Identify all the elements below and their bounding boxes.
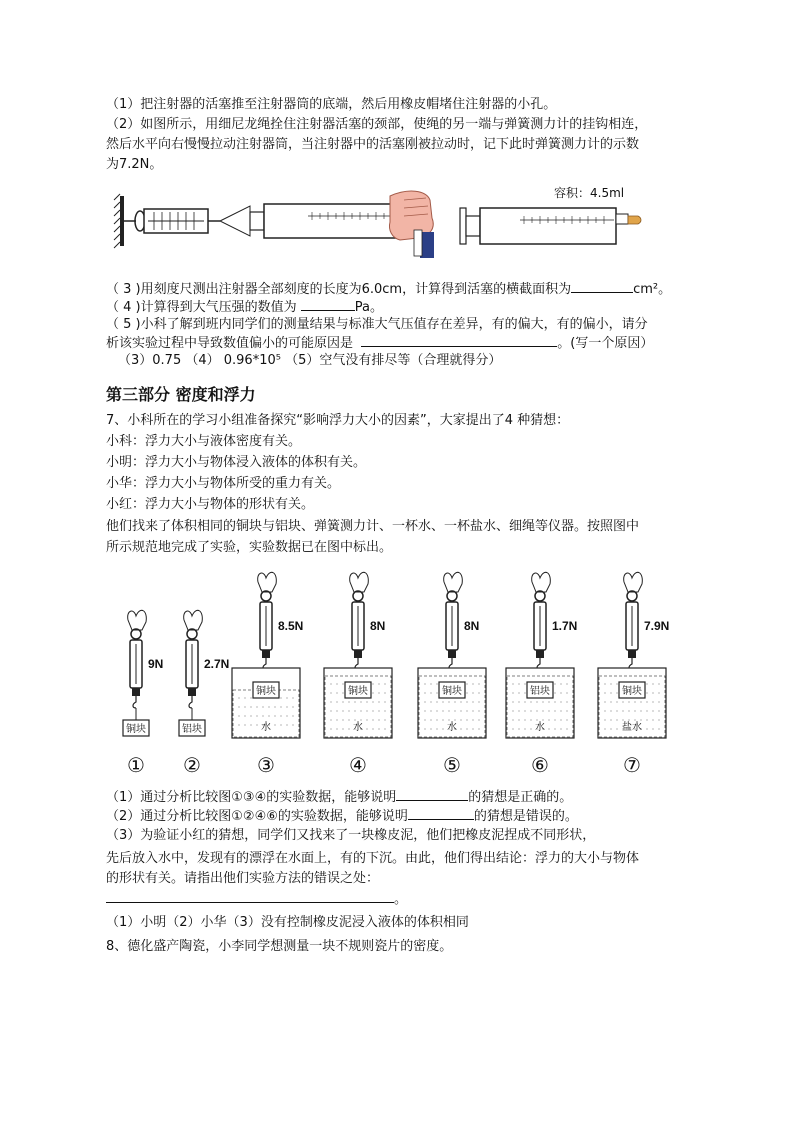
block-label: 铜块 <box>256 686 276 697</box>
q8-text: 8、德化盛产陶瓷，小李同学想测量一块不规则瓷片的密度。 <box>106 939 453 954</box>
figure-number-label: ④ <box>349 753 367 777</box>
liquid-label: 盐水 <box>622 722 642 733</box>
experiment-panel-4 <box>324 572 392 777</box>
scale-reading-label: 8N <box>464 619 480 633</box>
part3-answer: （1）小明（2）小华（3）没有控制橡皮泥浸入液体的体积相同 <box>106 915 469 930</box>
liquid-label: 水 <box>535 722 545 733</box>
q7-desc-line1: 他们找来了体积相同的铜块与铝块、弹簧测力计、一杯水、一杯盐水、细绳等仪器。按照图中 <box>106 519 640 534</box>
block-label: 铜块 <box>622 686 642 697</box>
part2-answer: （3）0.75 （4） 0.96*10⁵ （5）空气没有排尽等（合理就得分） <box>118 353 502 368</box>
step3-prefix: （ 3 )用刻度尺测出注射器全部刻度的长度为6.0cm，计算得到活塞的横截面积为 <box>106 282 572 297</box>
liquid-label: 水 <box>261 722 271 733</box>
scale-reading-label: 7.9N <box>644 619 670 633</box>
step1-text: （1）把注射器的活塞推至注射器筒的底端，然后用橡皮帽堵住注射器的小孔。 <box>106 97 557 112</box>
scale-reading-label: 8.5N <box>278 619 304 633</box>
syringe-volume-label: 容积：4.5ml <box>554 186 625 200</box>
step4-unit: Pa。 <box>354 300 383 315</box>
q7-part1-blank[interactable] <box>396 788 468 801</box>
scale-hook-icon <box>189 696 192 708</box>
step2-line3: 为7.2N。 <box>106 157 163 172</box>
step3-blank[interactable] <box>571 280 633 293</box>
hand-icon <box>184 610 203 630</box>
q7-intro: 7、小科所在的学习小组准备探究“影响浮力大小的因素”，大家提出了4 种猜想： <box>106 413 570 428</box>
scale-hook-icon <box>133 696 136 708</box>
hand-icon <box>128 610 147 630</box>
step4-prefix: （ 4 )计算得到大气压强的数值为 <box>106 300 297 315</box>
step2-line2: 然后水平向右慢慢拉动注射器筒，当注射器中的活塞刚被拉动时，记下此时弹簧测力计的示数 <box>106 137 640 152</box>
guess-xiaohua: 小华：浮力大小与物体所受的重力有关。 <box>106 476 341 491</box>
figure-number-label: ② <box>183 753 201 777</box>
experiment-panel-3 <box>232 572 303 777</box>
figure-number-label: ① <box>127 753 145 777</box>
hand-icon <box>350 572 369 592</box>
block-label: 铜块 <box>126 724 146 735</box>
scale-hook-base <box>262 650 270 658</box>
block-label: 铜块 <box>348 686 368 697</box>
experiment-panel-6 <box>506 572 577 777</box>
hand-icon <box>624 572 643 592</box>
hand-icon <box>258 572 277 592</box>
hand-icon <box>444 572 463 592</box>
scale-reading-label: 9N <box>148 657 164 671</box>
q7-part3-answer-line <box>106 890 407 909</box>
scale-reading-label: 1.7N <box>552 619 578 633</box>
block-label: 铝块 <box>530 686 550 697</box>
step5-blank[interactable] <box>361 334 557 347</box>
q7-part3-line3: 的形状有关。请指出他们实验方法的错误之处： <box>106 871 380 886</box>
figure-number-label: ⑦ <box>623 753 641 777</box>
q7-desc-line2: 所示规范地完成了实验，实验数据已在图中标出。 <box>106 540 393 555</box>
q7-part2 <box>106 807 578 826</box>
scale-reading-label: 2.7N <box>204 657 230 671</box>
figure-number-label: ③ <box>257 753 275 777</box>
q7-part1 <box>106 788 572 807</box>
step5-prefix: 析该实验过程中导致数值偏小的可能原因是 <box>106 336 354 351</box>
step3-unit: cm²。 <box>633 282 672 297</box>
step5-line1: （ 5 )小科了解到班内同学们的测量结果与标准大气压值存在差异，有的偏大，有的偏小，请分 <box>106 317 648 332</box>
q7-part3-blank[interactable] <box>106 890 394 903</box>
step4-text <box>106 298 383 317</box>
experiment-panel-1 <box>123 610 163 777</box>
q7-part1-suffix: 的猜想是正确的。 <box>468 790 573 805</box>
experiment-panel-5 <box>418 572 486 777</box>
guess-xiaoke: 小科：浮力大小与液体密度有关。 <box>106 434 302 449</box>
hand-icon <box>532 572 551 592</box>
experiment-panel-2 <box>179 610 229 777</box>
step2-line1: （2）如图所示，用细尼龙绳拴住注射器活塞的颈部，使绳的另一端与弹簧测力计的挂钩相连， <box>106 117 648 132</box>
scale-reading-label: 8N <box>370 619 386 633</box>
liquid-label: 水 <box>447 722 457 733</box>
step4-blank[interactable] <box>301 298 355 311</box>
block-label: 铝块 <box>182 724 202 735</box>
scale-hook-base <box>448 650 456 658</box>
q7-part3-line2: 先后放入水中，发现有的漂浮在水面上，有的下沉。由此，他们得出结论：浮力的大小与物体 <box>106 851 640 866</box>
q7-part2-suffix: 的猜想是错误的。 <box>473 809 578 824</box>
guess-xiaoming: 小明：浮力大小与物体浸入液体的体积有关。 <box>106 455 367 470</box>
step3-text <box>106 280 671 299</box>
q7-part1-prefix: （1）通过分析比较图①③④的实验数据，能够说明 <box>106 790 397 805</box>
liquid-label: 水 <box>353 722 363 733</box>
scale-hook-base <box>188 688 196 696</box>
buoyancy-experiment-figure <box>108 566 688 782</box>
scale-hook-base <box>628 650 636 658</box>
figure-number-label: ⑤ <box>443 753 461 777</box>
part3-heading: 第三部分 密度和浮力 <box>106 385 256 404</box>
scale-hook-base <box>132 688 140 696</box>
q7-part3-end: 。 <box>394 892 408 907</box>
q7-part2-prefix: （2）通过分析比较图①②④⑥的实验数据，能够说明 <box>106 809 408 824</box>
step5-suffix: 。(写一个原因） <box>557 336 654 351</box>
scale-hook-base <box>536 650 544 658</box>
guess-xiaohong: 小红：浮力大小与物体的形状有关。 <box>106 497 315 512</box>
q7-part3-line1: （3）为验证小红的猜想，同学们又找来了一块橡皮泥，他们把橡皮泥捏成不同形状， <box>106 828 596 843</box>
step5-line2 <box>106 334 653 353</box>
block-label: 铜块 <box>442 686 462 697</box>
scale-hook-base <box>354 650 362 658</box>
q7-part2-blank[interactable] <box>408 807 474 820</box>
experiment-panel-7 <box>598 572 669 777</box>
figure-number-label: ⑥ <box>531 753 549 777</box>
